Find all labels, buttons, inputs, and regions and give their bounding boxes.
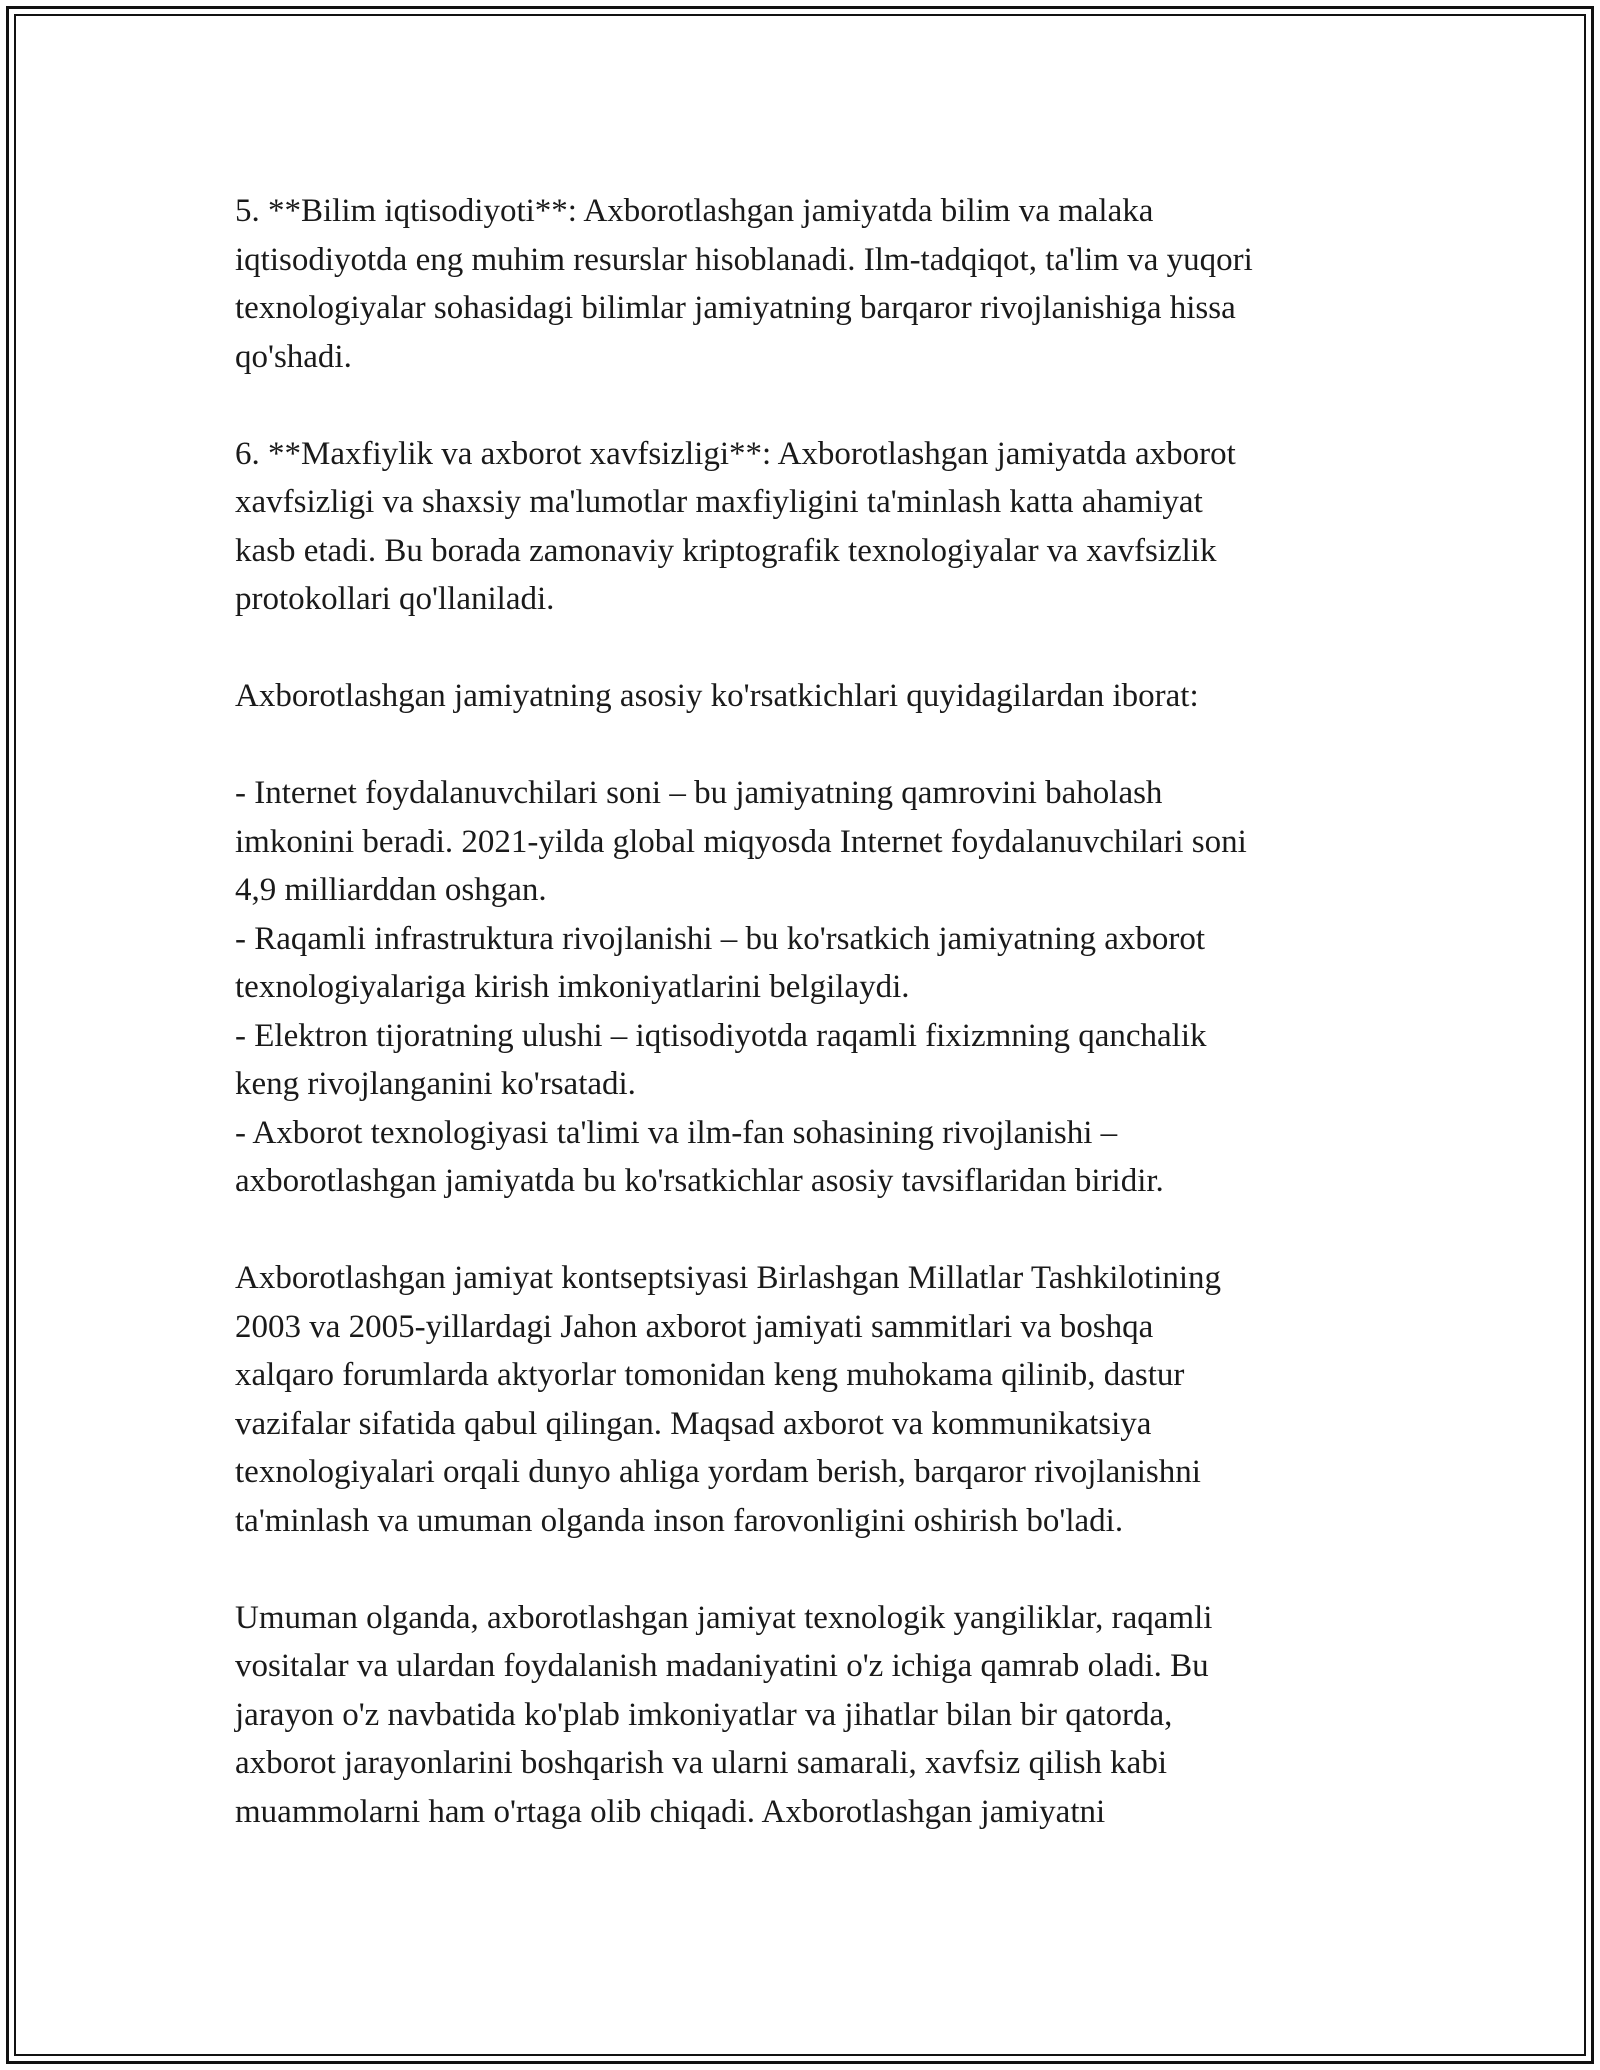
text-line: xalqaro forumlarda aktyorlar tomonidan keng muhokama qilinib, dastur <box>235 1357 1185 1393</box>
list-item-line: - Elektron tijoratning ulushi – iqtisodiyotda raqamli fixizmning qanchalik <box>235 1017 1207 1054</box>
paragraph-spacer <box>235 381 1380 430</box>
indicators-list <box>235 769 1380 1206</box>
text-line: jarayon o'z navbatida ko'plab imkoniyatlar va jihatlar bilan bir qatorda, <box>235 1696 1173 1733</box>
text-line: Axborotlashgan jamiyat kontseptsiyasi Birlashgan Millatlar Tashkilotining <box>235 1260 1222 1296</box>
list-item-line: keng rivojlanganini ko'rsatadi. <box>235 1066 636 1102</box>
list-item-line: imkonini beradi. 2021-yilda global miqyosda Internet foydalanuvchilari soni <box>235 823 1247 860</box>
list-item-line: 4,9 milliarddan oshgan. <box>235 872 547 908</box>
text-line: Axborotlashgan jamiyatning asosiy ko'rsatkichlari quyidagilardan iborat: <box>235 678 1199 714</box>
list-item-line: texnologiyalariga kirish imkoniyatlarini belgilaydi. <box>235 969 910 1005</box>
text-line: 6. **Maxfiylik va axborot xavfsizligi**: Axborotlashgan jamiyatda axborot <box>235 435 1236 472</box>
text-line: Umuman olganda, axborotlashgan jamiyat texnologik yangiliklar, raqamli <box>235 1599 1213 1636</box>
paragraph-spacer <box>235 1206 1380 1255</box>
text-line: xavfsizligi va shaxsiy ma'lumotlar maxfiyligini ta'minlash katta ahamiyat <box>235 484 1203 520</box>
text-line: vositalar va ulardan foydalanish madaniyatini o'z ichiga qamrab oladi. Bu <box>235 1648 1209 1684</box>
paragraph-knowledge-economy <box>235 187 1380 381</box>
text-line: texnologiyalar sohasidagi bilimlar jamiyatning barqaror rivojlanishiga hissa <box>235 290 1236 326</box>
text-line: qo'shadi. <box>235 338 352 375</box>
paragraph-indicators-intro <box>235 672 1380 721</box>
text-line: protokollari qo'llaniladi. <box>235 581 555 617</box>
paragraph-privacy-security <box>235 430 1380 624</box>
text-line: texnologiyalari orqali dunyo ahliga yordam berish, barqaror rivojlanishni <box>235 1454 1201 1490</box>
paragraph-concept-un <box>235 1254 1380 1545</box>
text-line: vazifalar sifatida qabul qilingan. Maqsad axborot va kommunikatsiya <box>235 1405 1152 1442</box>
list-item-line: - Raqamli infrastruktura rivojlanishi – bu ko'rsatkich jamiyatning axborot <box>235 920 1206 957</box>
list-item-line: - Internet foydalanuvchilari soni – bu jamiyatning qamrovini baholash <box>235 775 1163 811</box>
paragraph-conclusion <box>235 1594 1380 1837</box>
list-item-line: - Axborot texnologiyasi ta'limi va ilm-fan sohasining rivojlanishi – <box>235 1114 1118 1151</box>
list-item-line: axborotlashgan jamiyatda bu ko'rsatkichlar asosiy tavsiflaridan biridir. <box>235 1163 1164 1199</box>
text-line: iqtisodiyotda eng muhim resurslar hisoblanadi. Ilm-tadqiqot, ta'lim va yuqori <box>235 241 1253 278</box>
text-line: 5. **Bilim iqtisodiyoti**: Axborotlashgan jamiyatda bilim va malaka <box>235 193 1154 229</box>
text-line: ta'minlash va umuman olganda inson farovonligini oshirish bo'ladi. <box>235 1502 1124 1539</box>
text-line: muammolarni ham o'rtaga olib chiqadi. Axborotlashgan jamiyatni <box>235 1793 1106 1830</box>
text-line: axborot jarayonlarini boshqarish va ularni samarali, xavfsiz qilish kabi <box>235 1745 1167 1781</box>
document-body <box>235 187 1380 1836</box>
paragraph-spacer <box>235 1545 1380 1594</box>
text-line: kasb etadi. Bu borada zamonaviy kriptografik texnologiyalar va xavfsizlik <box>235 532 1217 569</box>
text-line: 2003 va 2005-yillardagi Jahon axborot jamiyati sammitlari va boshqa <box>235 1308 1154 1345</box>
paragraph-spacer <box>235 721 1380 770</box>
paragraph-spacer <box>235 624 1380 673</box>
